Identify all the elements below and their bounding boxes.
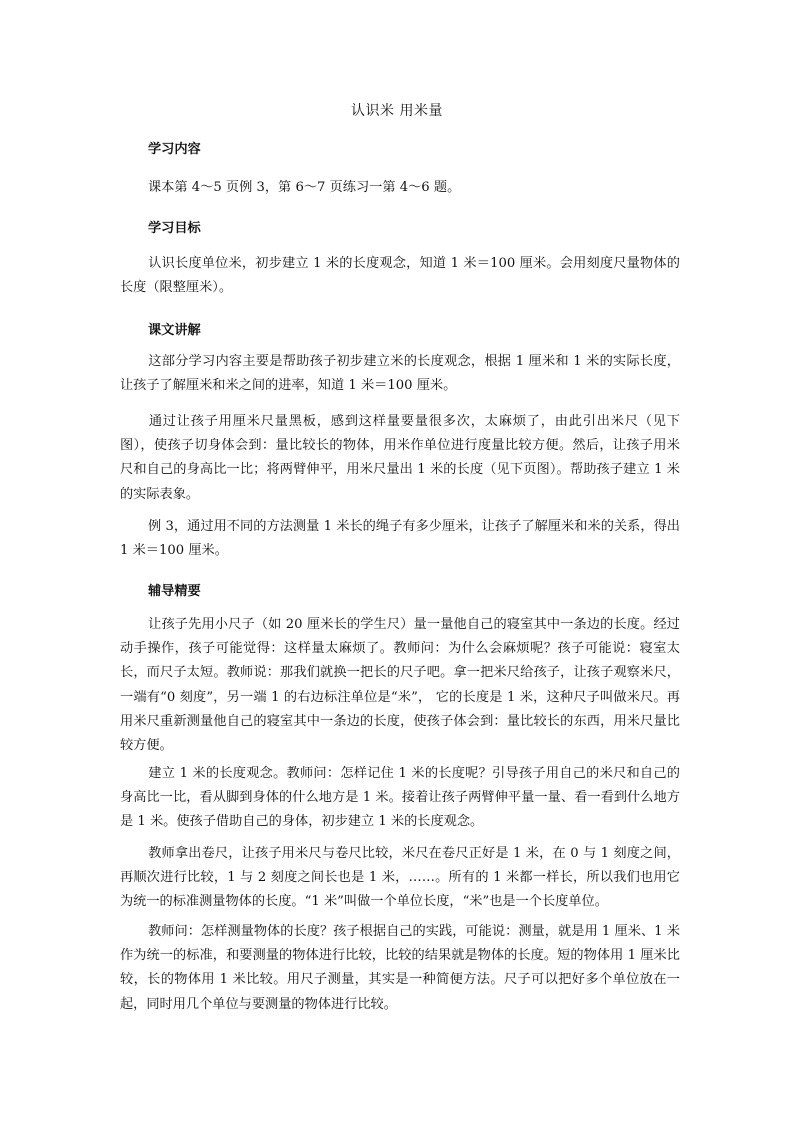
heading-learning-goal: 学习目标 [148, 221, 201, 236]
heading-lesson-explanation: 课文讲解 [148, 323, 201, 338]
heading-learning-content: 学习内容 [148, 142, 201, 157]
heading-tutoring-essentials: 辅导精要 [148, 584, 201, 599]
paragraph-learning-content: 课本第 4～5 页例 3，第 6～7 页练习一第 4～6 题。 [148, 180, 461, 195]
paragraph-guide-3: 教师拿出卷尺，让孩子用米尺与卷尺比较，米尺在卷尺正好是 1 米，在 0 与 1 刻度之间，再顺次进行比较，1 与 2 刻度之间长也是 1 米，……。所有的 1 米都一样长，所以我们也用它为统一的标准测量物体的长度。“1 米”叫做一个单位长度，“米”也是一个长度单位。 [120, 846, 680, 910]
paragraph-lesson-2: 通过让孩子用厘米尺量黑板，感到这样量要量很多次，太麻烦了，由此引出米尺（见下图），使孩子切身体会到：量比较长的物体，用米作单位进行度量比较方便。然后，让孩子用米尺和自己的身高比一比；将两臂伸平，用米尺量出 1 米的长度（见下页图）。帮助孩子建立 1 米的实际表象。 [120, 414, 680, 502]
paragraph-learning-goal: 认识长度单位米，初步建立 1 米的长度观念，知道 1 米＝100 厘米。会用刻度尺量物体的长度（限整厘米）。 [120, 256, 680, 296]
paragraph-lesson-1: 这部分学习内容主要是帮助孩子初步建立米的长度观念，根据 1 厘米和 1 米的实际长度，让孩子了解厘米和米之间的进率，知道 1 米＝100 厘米。 [120, 354, 680, 394]
paragraph-guide-2: 建立 1 米的长度观念。教师问：怎样记住 1 米的长度呢？引导孩子用自己的米尺和自己的身高比一比，看从脚到身体的什么地方是 1 米。接着让孩子两臂伸平量一量、看一看到什么地方是 1 米。使孩子借助自己的身体，初步建立 1 米的长度观念。 [120, 766, 680, 830]
paragraph-guide-4: 教师问：怎样测量物体的长度？孩子根据自己的实践，可能说：测量，就是用 1 厘米、1 米作为统一的标准，和要测量的物体进行比较，比较的结果就是物体的长度。短的物体用 1 厘米比较，长的物体用 1 米比较。用尺子测量，其实是一种简便方法。尺子可以把好多个单位放在一起，同时用几个单位与要测量的物体进行比较。 [120, 924, 680, 1012]
document-title: 认识米 用米量 [351, 103, 443, 119]
paragraph-lesson-3: 例 3，通过用不同的方法测量 1 米长的绳子有多少厘米，让孩子了解厘米和米的关系，得出 1 米＝100 厘米。 [120, 519, 680, 559]
paragraph-guide-1: 让孩子先用小尺子（如 20 厘米长的学生尺）量一量他自己的寝室其中一条边的长度。经过动手操作，孩子可能觉得：这样量太麻烦了。教师问：为什么会麻烦呢？孩子可能说：寝室太长，而尺子太短。教师说：那我们就换一把长的尺子吧。拿一把米尺给孩子，让孩子观察米尺，一端有“0 刻度”，另一端 1 的右边标注单位是“米”， 它的长度是 1 米，这种尺子叫做米尺。再用米尺重新测量他自己的寝室其中一条边的长度，使孩子体会到：量比较长的东西，用米尺量比较方便。 [120, 617, 680, 754]
